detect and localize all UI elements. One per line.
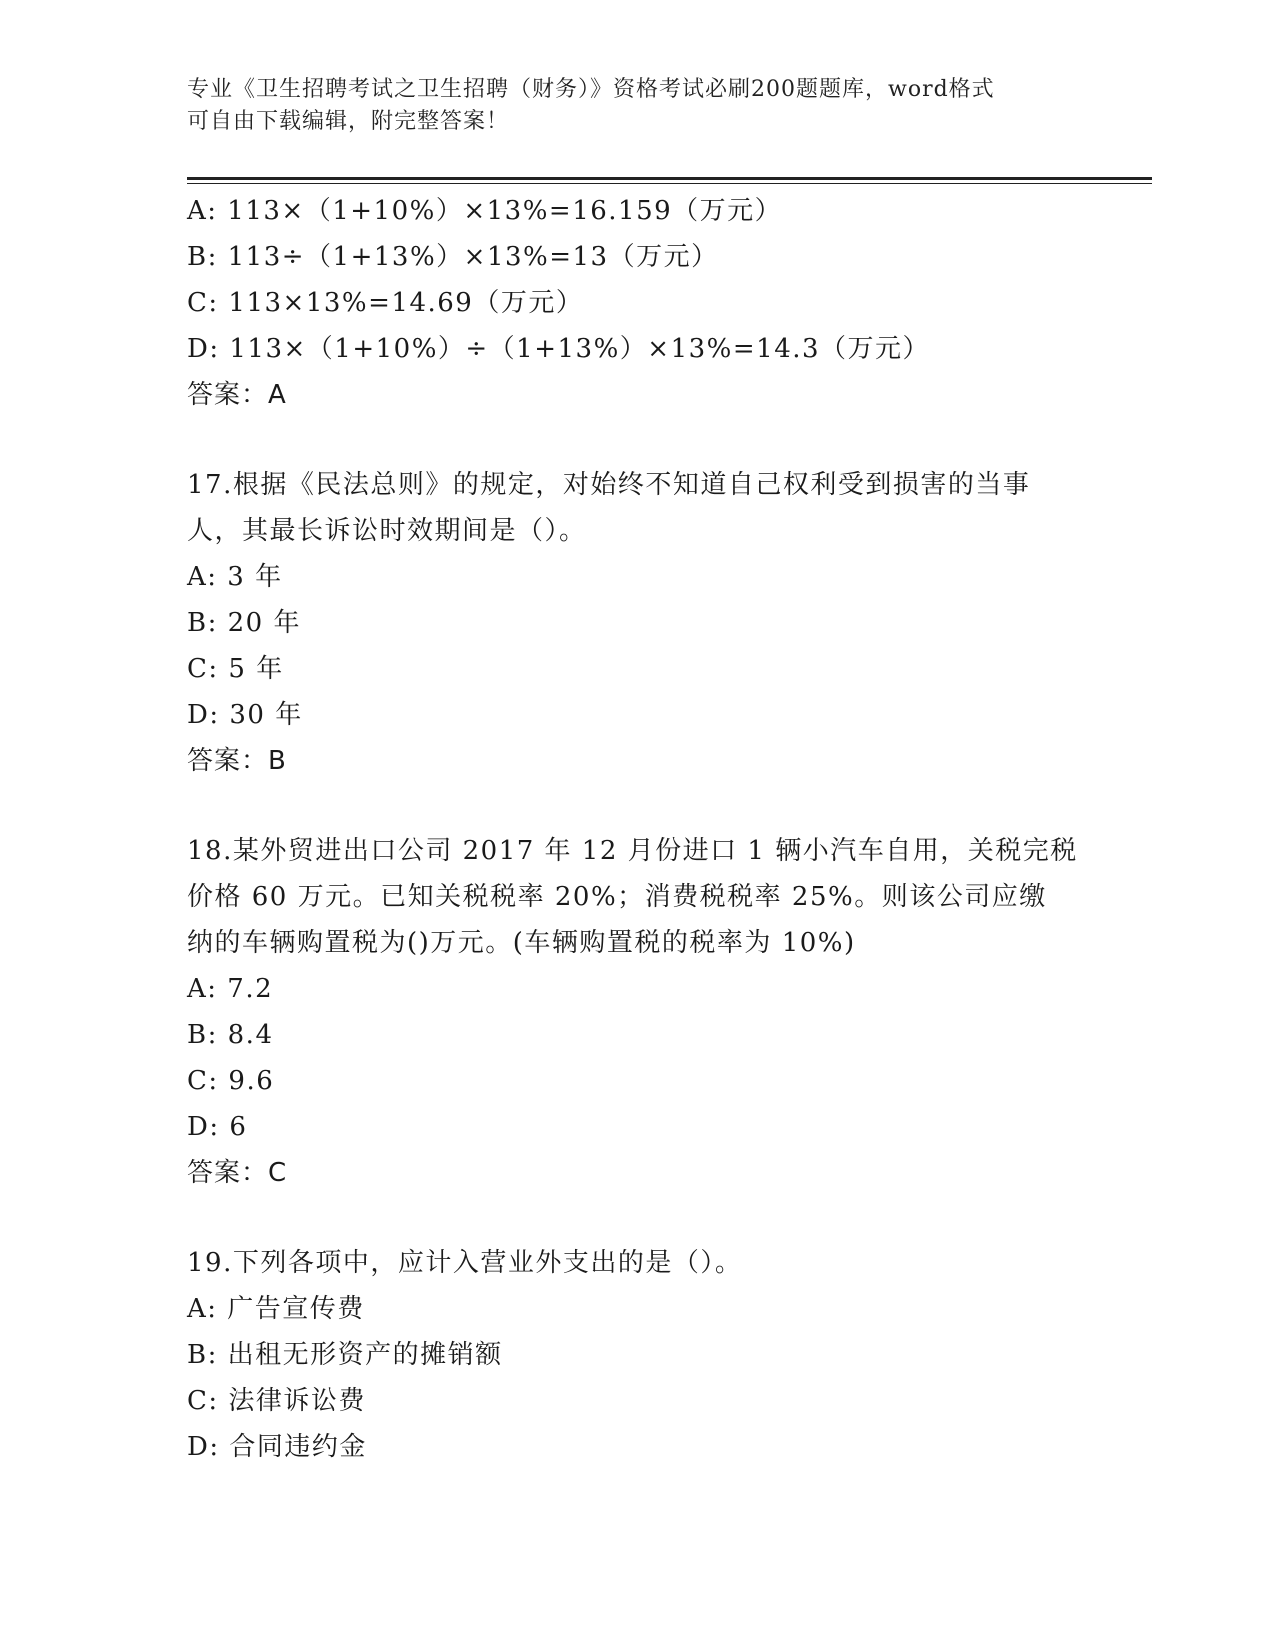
question-block-18 xyxy=(187,828,1087,1196)
header-divider-thin xyxy=(187,183,1152,184)
option-c: C: 113×13%=14.69（万元） xyxy=(187,288,584,318)
option-a: A: 广告宣传费 xyxy=(187,1294,365,1324)
header-title-line-2: 可自由下载编辑，附完整答案！ xyxy=(187,109,510,134)
question-block-16 xyxy=(187,188,1087,418)
question-text-line: 纳的车辆购置税为()万元。(车辆购置税的税率为 10%) xyxy=(187,928,856,958)
question-text-line: 价格 60 万元。已知关税税率 20%；消费税税率 25%。则该公司应缴 xyxy=(187,882,1047,912)
option-a: A: 113×（1+10%）×13%=16.159（万元） xyxy=(187,196,783,226)
option-a: A: 3 年 xyxy=(187,562,283,592)
page-header xyxy=(187,74,1087,138)
question-text-line: 17.根据《民法总则》的规定，对始终不知道自己权利受到损害的当事 xyxy=(187,470,1031,500)
header-title-line-1: 专业《卫生招聘考试之卫生招聘（财务）》资格考试必刷200题题库，word格式 xyxy=(187,77,995,102)
option-d: D: 30 年 xyxy=(187,700,303,730)
option-c: C: 法律诉讼费 xyxy=(187,1386,366,1416)
option-b: B: 20 年 xyxy=(187,608,301,638)
option-a: A: 7.2 xyxy=(187,974,274,1004)
option-c: C: 5 年 xyxy=(187,654,284,684)
question-text-line: 19.下列各项中，应计入营业外支出的是（）。 xyxy=(187,1248,743,1278)
question-block-17 xyxy=(187,462,1087,784)
option-b: B: 113÷（1+13%）×13%=13（万元） xyxy=(187,242,719,272)
answer-text: 答案：C xyxy=(187,1158,288,1188)
option-c: C: 9.6 xyxy=(187,1066,275,1096)
question-list xyxy=(187,188,1087,1470)
option-b: B: 8.4 xyxy=(187,1020,274,1050)
question-text-line: 18.某外贸进出口公司 2017 年 12 月份进口 1 辆小汽车自用，关税完税 xyxy=(187,836,1078,866)
question-text-line: 人，其最长诉讼时效期间是（）。 xyxy=(187,516,587,546)
option-d: D: 113×（1+10%）÷（1+13%）×13%=14.3（万元） xyxy=(187,334,931,364)
option-d: D: 6 xyxy=(187,1112,248,1142)
answer-text: 答案：B xyxy=(187,746,287,776)
header-divider-thick xyxy=(187,177,1152,180)
question-block-19 xyxy=(187,1240,1087,1470)
option-d: D: 合同违约金 xyxy=(187,1432,367,1462)
answer-text: 答案：A xyxy=(187,380,287,410)
option-b: B: 出租无形资产的摊销额 xyxy=(187,1340,503,1370)
